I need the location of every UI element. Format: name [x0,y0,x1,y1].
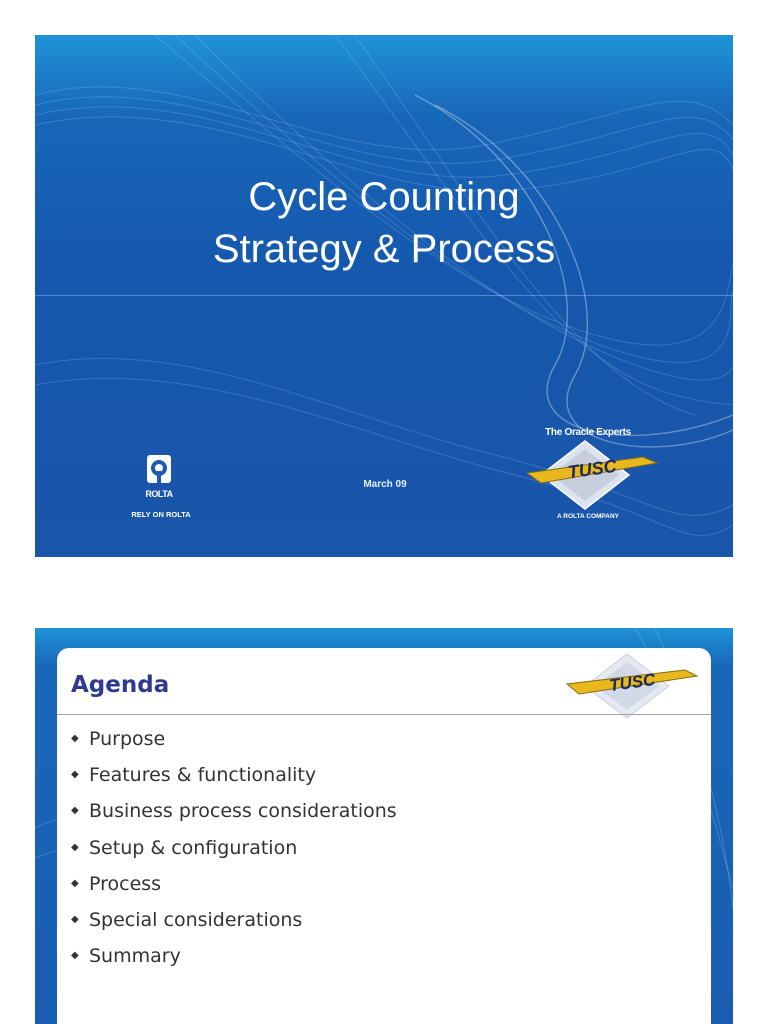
tusc-emblem-icon [523,439,663,511]
presentation-date: March 09 [363,479,407,490]
rolta-tagline: RELY ON ROLTA [131,510,191,519]
diamond-bullet-icon: ◆ [71,805,79,817]
diamond-bullet-icon: ◆ [71,950,79,962]
tusc-wordmark: TUSC [607,669,657,696]
title-line-2: Strategy & Process [212,227,556,271]
list-item [71,906,397,942]
list-item-text: Summary [89,945,181,968]
rolta-wordmark: ROLTA [145,489,173,499]
heading-rule [57,714,711,715]
agenda-slide [35,628,733,1024]
list-item [71,725,397,761]
list-item [71,834,397,870]
list-item-text: Business process considerations [89,800,397,823]
tusc-wordmark: TUSC [566,455,618,483]
slide-title [35,171,733,275]
title-slide [35,35,733,557]
list-item [71,797,397,833]
diamond-bullet-icon: ◆ [71,733,79,744]
list-item-text: Features & functionality [89,764,317,787]
tusc-logo [563,650,703,720]
agenda-list [71,725,397,978]
list-item [71,870,397,906]
diamond-bullet-icon: ◆ [71,877,79,889]
tusc-tagline-bottom: A ROLTA COMPANY [557,513,619,520]
title-line-1: Cycle Counting [248,175,520,219]
list-item [71,761,397,797]
list-item-text: Special considerations [89,908,303,931]
list-item-text: Setup & configuration [89,836,298,859]
list-item [71,942,397,978]
tusc-tagline-top: The Oracle Experts [545,427,631,438]
tusc-logo [523,423,663,523]
agenda-heading: Agenda [71,672,170,698]
list-item-text: Process [89,872,162,895]
list-item-text: Purpose [89,728,166,750]
diamond-bullet-icon: ◆ [71,841,79,853]
slide-divider [35,295,733,296]
rolta-logo [123,455,201,521]
diamond-bullet-icon: ◆ [71,769,79,781]
diamond-bullet-icon: ◆ [71,913,79,925]
